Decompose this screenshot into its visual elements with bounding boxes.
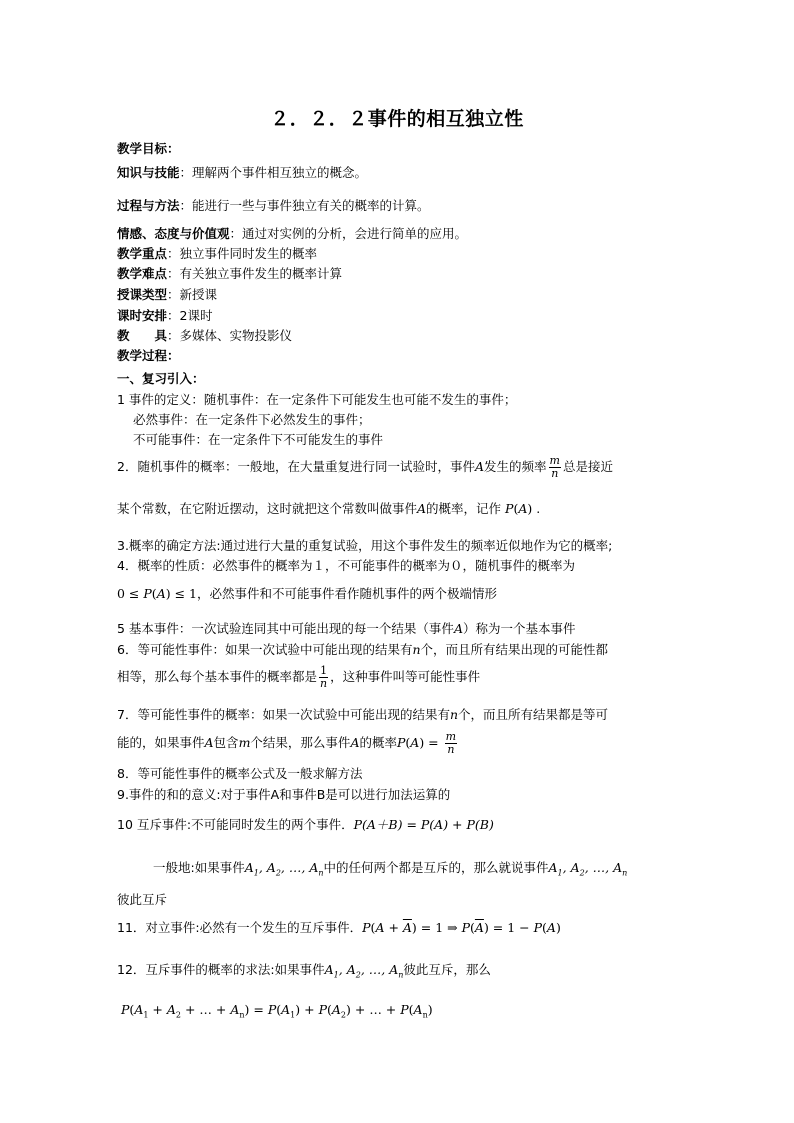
type-text: ：新授课 <box>167 287 218 302</box>
probability-property-line: 4．概率的性质：必然事件的概率为１，不可能事件的概率为０，随机事件的概率为 <box>117 558 575 573</box>
m-symbol: m <box>238 735 251 750</box>
mutually-exclusive-end: 彼此互斥 <box>117 892 168 907</box>
process-label: 过程与方法 <box>117 198 180 213</box>
l2-text-e: 的概率，记作 <box>426 501 502 516</box>
key-point-line <box>117 245 317 263</box>
event-a-symbol: A <box>204 735 214 750</box>
l10b-text-a: 一般地:如果事件 <box>153 860 245 875</box>
l10b-text-b: 中的任何两个都是互斥的，那么就说事件 <box>323 860 549 875</box>
key-text: ：独立事件同时发生的概率 <box>167 246 318 261</box>
l10-text: 10 互斥事件:不可能同时发生的两个事件． <box>117 817 354 832</box>
page-title: ２．２．２事件的相互独立性 <box>270 108 524 130</box>
l2-text-c: 总是接近 <box>562 459 613 474</box>
knowledge-text: ：理解两个事件相互独立的概念。 <box>179 165 368 180</box>
emotion-line <box>117 225 467 243</box>
exclusive-probability-line <box>117 961 491 985</box>
equal-possibility-line <box>117 641 608 659</box>
n-symbol: n <box>412 642 421 657</box>
event-a-symbol: A <box>453 621 463 636</box>
teaching-goals-heading: 教学目标： <box>117 141 180 156</box>
equal-probability-formula: P(A) = <box>396 735 443 750</box>
event-definition-line: 1 事件的定义：随机事件：在一定条件下可能发生也可能不发生的事件； <box>117 392 517 407</box>
event-a-symbol: A <box>474 459 484 474</box>
emotion-text: ：通过对实例的分析，会进行简单的应用。 <box>229 226 468 241</box>
l2-text-d: 某个常数，在它附近摆动，这时就把这个常数叫做事件 <box>117 501 418 516</box>
certain-event-line: 必然事件：在一定条件下必然发生的事件； <box>133 412 371 427</box>
event-a-symbol: A <box>417 501 427 516</box>
n-symbol: n <box>449 707 459 722</box>
impossible-event-line: 不可能事件：在一定条件下不可能发生的事件 <box>133 432 384 447</box>
frequency-fraction: $\frac{m}{n}$ <box>549 454 560 480</box>
tools-line <box>117 327 292 345</box>
l7-text-e: 个结果，那么事件 <box>250 735 351 750</box>
l11-text: 11．对立事件:必然有一个发生的互斥事件． <box>117 920 363 935</box>
event-a-symbol: A <box>350 735 360 750</box>
equal-probability-line-2 <box>117 731 459 756</box>
basic-event-line <box>117 620 575 638</box>
lesson-type-line <box>117 286 217 304</box>
l2-text-b: 发生的频率 <box>484 459 547 474</box>
hours-label: 课时安排 <box>117 308 168 323</box>
m-over-n-fraction: $\frac{m}{n}$ <box>445 730 457 756</box>
random-probability-line <box>117 455 613 480</box>
l6-text-b: 个，而且所有结果出现的可能性都 <box>420 642 609 657</box>
event-sequence: $A_1$, $A_2$, …, $A_n$ <box>244 860 324 878</box>
formula-method-line: 8．等可能性事件的概率公式及一般求解方法 <box>117 766 363 781</box>
probability-property-line-2 <box>117 585 497 603</box>
complementary-event-line <box>117 919 561 937</box>
random-probability-line-2 <box>117 500 540 518</box>
procedure-heading: 教学过程： <box>117 348 180 363</box>
l4-text-b: ，必然事件和不可能事件看作随机事件的两个极端情形 <box>196 586 497 601</box>
probability-notation: P(A) . <box>505 501 541 516</box>
addition-formula: P(A＋B) = P(A) + P(B) <box>353 817 494 832</box>
hours-line <box>117 307 212 325</box>
tools-text: ：多媒体、实物投影仪 <box>167 328 293 343</box>
sum-formula-math: $P(A_1 + A_2$ + … + $A_n) = P(A_1) + P(A_2)$ + … + $P(A_n)$ <box>121 1002 433 1020</box>
general-exclusive-line <box>153 859 627 883</box>
tools-label: 教 具 <box>117 328 168 343</box>
review-heading: 一、复习引入： <box>117 371 205 386</box>
process-methods-line <box>117 197 430 215</box>
probability-range: 0 ≤ P(A) ≤ 1 <box>117 586 197 601</box>
difficulty-text: ：有关独立事件发生的概率计算 <box>167 266 343 281</box>
l5-text-a: 5 基本事件：一次试验连同其中可能出现的每一个结果（事件 <box>117 621 454 636</box>
process-text: ：能进行一些与事件独立有关的概率的计算。 <box>179 198 430 213</box>
equal-possibility-line-2 <box>117 665 480 690</box>
equal-probability-line <box>117 706 608 724</box>
event-sequence: $A_1$, $A_2$, …, $A_n$ <box>548 860 628 878</box>
l7-text-d: 包含 <box>213 735 239 750</box>
knowledge-skills-line <box>117 164 367 182</box>
key-label: 教学重点 <box>117 246 168 261</box>
event-sequence: $A_1$, $A_2$, …, $A_n$ <box>324 962 404 980</box>
difficulty-line <box>117 265 342 283</box>
knowledge-label: 知识与技能 <box>117 165 180 180</box>
l7-text-b: 个，而且所有结果都是等可 <box>458 707 609 722</box>
l6-text-c: 相等，那么每个基本事件的概率都是 <box>117 669 318 684</box>
complement-formula: $P(A + \overline{A}) = 1$ ⇒ $P(\overline{A}) = 1 - P(A)$ <box>362 920 561 935</box>
emotion-label: 情感、态度与价值观 <box>117 226 230 241</box>
type-label: 授课类型 <box>117 287 168 302</box>
l12-text-b: 彼此互斥，那么 <box>403 962 491 977</box>
mutually-exclusive-line <box>117 816 494 834</box>
difficulty-label: 教学难点 <box>117 266 168 281</box>
hours-text: ：2课时 <box>167 308 213 323</box>
l6-text-a: 6．等可能性事件：如果一次试验中可能出现的结果有 <box>117 642 413 657</box>
sum-probability-formula <box>121 1001 433 1025</box>
probability-method-line: 3.概率的确定方法:通过进行大量的重复试验，用这个事件发生的频率近似地作为它的概率; <box>117 538 613 553</box>
l2-text-a: 2．随机事件的概率：一般地，在大量重复进行同一试验时，事件 <box>117 459 475 474</box>
one-over-n-fraction: $\frac{1}{n}$ <box>320 664 328 690</box>
l5-text-b: ）称为一个基本事件 <box>462 621 576 636</box>
l7-text-f: 的概率 <box>359 735 397 750</box>
l12-text-a: 12．互斥事件的概率的求法:如果事件 <box>117 962 325 977</box>
event-sum-line: 9.事件的和的意义:对于事件A和事件B是可以进行加法运算的 <box>117 787 451 802</box>
l7-text-a: 7．等可能性事件的概率：如果一次试验中可能出现的结果有 <box>117 707 450 722</box>
l7-text-c: 能的，如果事件 <box>117 735 205 750</box>
l6-text-d: ，这种事件叫等可能性事件 <box>330 669 481 684</box>
